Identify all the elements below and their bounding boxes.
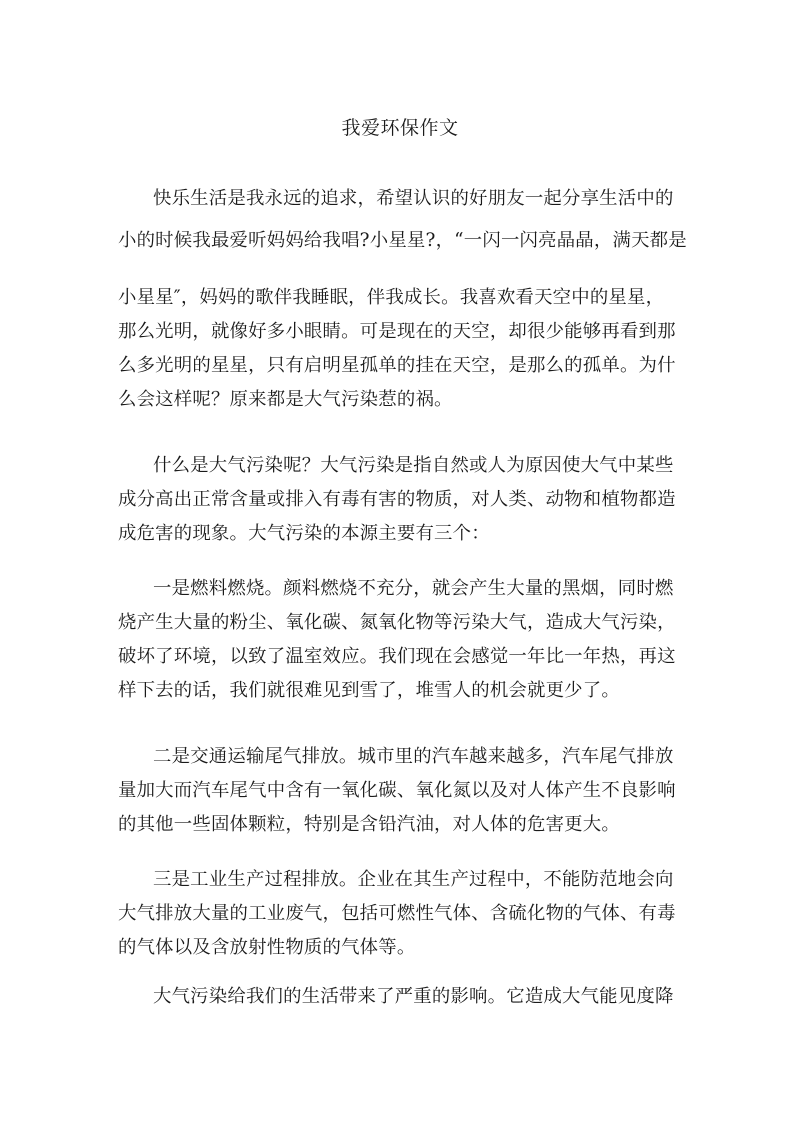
paragraph-line: 量加大而汽车尾气中含有一氧化碳、氧化氮以及对人体产生不良影响 xyxy=(118,780,676,801)
paragraph-line: 的气体以及含放射性物质的气体等。 xyxy=(118,937,416,958)
paragraph-line: 三是工业生产过程排放。企业在其生产过程中，不能防范地会向 xyxy=(153,869,674,890)
paragraph-line: 破坏了环境，以致了温室效应。我们现在会感觉一年比一年热，再这 xyxy=(118,646,676,667)
paragraph-line: 成分高出正常含量或排入有毒有害的物质，对人类、动物和植物都造 xyxy=(118,489,676,510)
paragraph-line: 样下去的话，我们就很难见到雪了，堆雪人的机会就更少了。 xyxy=(118,680,620,701)
paragraph-line: 烧产生大量的粉尘、氧化碳、氮氧化物等污染大气，造成大气污染， xyxy=(118,612,676,633)
paragraph-line: 大气污染给我们的生活带来了严重的影响。它造成大气能见度降 xyxy=(153,986,674,1007)
paragraph-line: 一是燃料燃烧。颜料燃烧不充分，就会产生大量的黑烟，同时燃 xyxy=(153,578,674,599)
paragraph-line: 么会这样呢？原来都是大气污染惹的祸。 xyxy=(118,389,453,410)
document-title: 我爱环保作文 xyxy=(341,117,459,139)
paragraph-line: 快乐生活是我永远的追求，希望认识的好朋友一起分享生活中的 xyxy=(153,188,674,209)
paragraph-line: 小星星″，妈妈的歌伴我睡眠，伴我成长。我喜欢看天空中的星星， xyxy=(118,287,665,308)
paragraph-line: 二是交通运输尾气排放。城市里的汽车越来越多，汽车尾气排放 xyxy=(153,746,674,767)
paragraph-line: 大气排放大量的工业废气，包括可燃性气体、含硫化物的气体、有毒 xyxy=(118,903,676,924)
paragraph-line: 的其他一些固体颗粒，特别是含铅汽油，对人体的危害更大。 xyxy=(118,814,620,835)
paragraph-line: 那么光明，就像好多小眼睛。可是现在的天空，却很少能够再看到那 xyxy=(118,321,676,342)
paragraph-line: 成危害的现象。大气污染的本源主要有三个： xyxy=(118,523,490,544)
paragraph-line: 么多光明的星星，只有启明星孤单的挂在天空，是那么的孤单。为什 xyxy=(118,355,676,376)
paragraph-line: 小的时候我最爱听妈妈给我唱?小星星?，“一闪一闪亮晶晶，满天都是 xyxy=(118,230,687,251)
paragraph-line: 什么是大气污染呢？大气污染是指自然或人为原因使大气中某些 xyxy=(153,455,674,476)
